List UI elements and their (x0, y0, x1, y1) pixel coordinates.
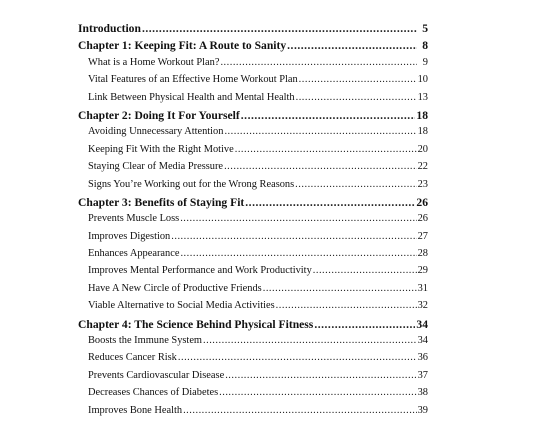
toc-entry-title: Chapter 4: The Science Behind Physical Fitness (78, 317, 314, 331)
toc-page-number: 32 (417, 300, 428, 312)
toc-section-entry[interactable] (78, 231, 428, 248)
toc-dot-leader (295, 179, 416, 190)
toc-entry-title: Staying Clear of Media Pressure (88, 161, 224, 173)
toc-dot-leader (314, 318, 415, 331)
toc-dot-leader (224, 161, 417, 172)
toc-entry-title: Improves Mental Performance and Work Productivity (88, 265, 312, 277)
toc-dot-leader (203, 335, 417, 346)
toc-dot-leader (142, 22, 417, 35)
toc-section-entry[interactable] (78, 92, 428, 109)
toc-dot-leader (178, 352, 417, 363)
toc-section-entry[interactable] (78, 144, 428, 161)
toc-section-entry[interactable] (78, 405, 428, 422)
toc-dot-leader (287, 39, 417, 52)
toc-dot-leader (245, 196, 415, 209)
toc-section-entry[interactable] (78, 57, 428, 74)
toc-page-number: 38 (417, 387, 428, 399)
toc-entry-title: Improves Bone Health (88, 404, 183, 416)
toc-page-number: 28 (417, 248, 428, 260)
toc-page-number: 9 (422, 56, 428, 68)
toc-entry-title: Improves Digestion (88, 230, 171, 242)
table-of-contents (78, 22, 428, 422)
toc-page-number: 18 (417, 126, 428, 138)
toc-dot-leader (180, 213, 416, 224)
toc-dot-leader (183, 405, 417, 416)
toc-page-number: 26 (417, 213, 428, 225)
toc-entry-title: Introduction (78, 22, 141, 35)
toc-dot-leader (299, 74, 417, 85)
toc-section-entry[interactable] (78, 387, 428, 404)
toc-section-entry[interactable] (78, 265, 428, 282)
toc-section-entry[interactable] (78, 352, 428, 369)
toc-section-entry[interactable] (78, 161, 428, 178)
toc-section-entry[interactable] (78, 179, 428, 196)
toc-entry-title: Decreases Chances of Diabetes (88, 387, 219, 399)
toc-dot-leader (171, 231, 416, 242)
toc-entry-title: Chapter 3: Benefits of Staying Fit (78, 195, 245, 209)
toc-dot-leader (276, 300, 417, 311)
toc-page-number: 26 (416, 195, 428, 209)
toc-page-number: 18 (416, 108, 428, 122)
toc-section-entry[interactable] (78, 213, 428, 230)
toc-dot-leader (235, 144, 417, 155)
toc-page-number: 37 (417, 369, 428, 381)
toc-chapter-entry[interactable] (78, 22, 428, 39)
toc-section-entry[interactable] (78, 248, 428, 265)
toc-page-number: 27 (417, 230, 428, 242)
toc-dot-leader (219, 387, 416, 398)
toc-page-number: 20 (417, 143, 428, 155)
toc-dot-leader (241, 109, 416, 122)
toc-page-number: 22 (417, 161, 428, 173)
toc-section-entry[interactable] (78, 370, 428, 387)
toc-chapter-entry[interactable] (78, 318, 428, 335)
toc-entry-title: Have A New Circle of Productive Friends (88, 282, 262, 294)
toc-section-entry[interactable] (78, 335, 428, 352)
toc-entry-title: Keeping Fit With the Right Motive (88, 143, 234, 155)
toc-page-number: 8 (422, 39, 428, 53)
toc-page-number: 36 (417, 352, 428, 364)
toc-entry-title: Viable Alternative to Social Media Activities (88, 300, 275, 312)
toc-section-entry[interactable] (78, 126, 428, 143)
toc-dot-leader (263, 283, 417, 294)
toc-page-number: 34 (417, 335, 428, 347)
toc-dot-leader (296, 92, 417, 103)
toc-section-entry[interactable] (78, 74, 428, 91)
toc-dot-leader (220, 57, 417, 68)
toc-page-number: 23 (417, 178, 428, 190)
toc-page-number: 13 (417, 91, 428, 103)
toc-dot-leader (225, 370, 416, 381)
toc-page-number: 10 (417, 74, 428, 86)
toc-entry-title: Link Between Physical Health and Mental Health (88, 91, 295, 103)
toc-page-number: 34 (416, 317, 428, 331)
toc-entry-title: Signs You’re Working out for the Wrong Reasons (88, 178, 295, 190)
toc-entry-title: Boosts the Immune System (88, 335, 203, 347)
toc-chapter-entry[interactable] (78, 196, 428, 213)
toc-dot-leader (224, 126, 416, 137)
toc-entry-title: Reduces Cancer Risk (88, 352, 177, 364)
toc-section-entry[interactable] (78, 283, 428, 300)
toc-entry-title: Enhances Appearance (88, 248, 180, 260)
toc-page-number: 31 (417, 282, 428, 294)
toc-dot-leader (313, 265, 417, 276)
toc-entry-title: Prevents Muscle Loss (88, 213, 180, 225)
toc-entry-title: What is a Home Workout Plan? (88, 56, 220, 68)
toc-entry-title: Prevents Cardiovascular Disease (88, 369, 225, 381)
toc-entry-title: Avoiding Unnecessary Attention (88, 126, 224, 138)
toc-chapter-entry[interactable] (78, 109, 428, 126)
toc-entry-title: Chapter 1: Keeping Fit: A Route to Sanity (78, 39, 287, 53)
toc-entry-title: Vital Features of an Effective Home Workout Plan (88, 74, 298, 86)
toc-page-number: 39 (417, 404, 428, 416)
toc-section-entry[interactable] (78, 300, 428, 317)
toc-page-number: 5 (422, 22, 428, 35)
toc-chapter-entry[interactable] (78, 39, 428, 56)
toc-dot-leader (180, 248, 416, 259)
toc-entry-title: Chapter 2: Doing It For Yourself (78, 108, 240, 122)
toc-page-number: 29 (417, 265, 428, 277)
